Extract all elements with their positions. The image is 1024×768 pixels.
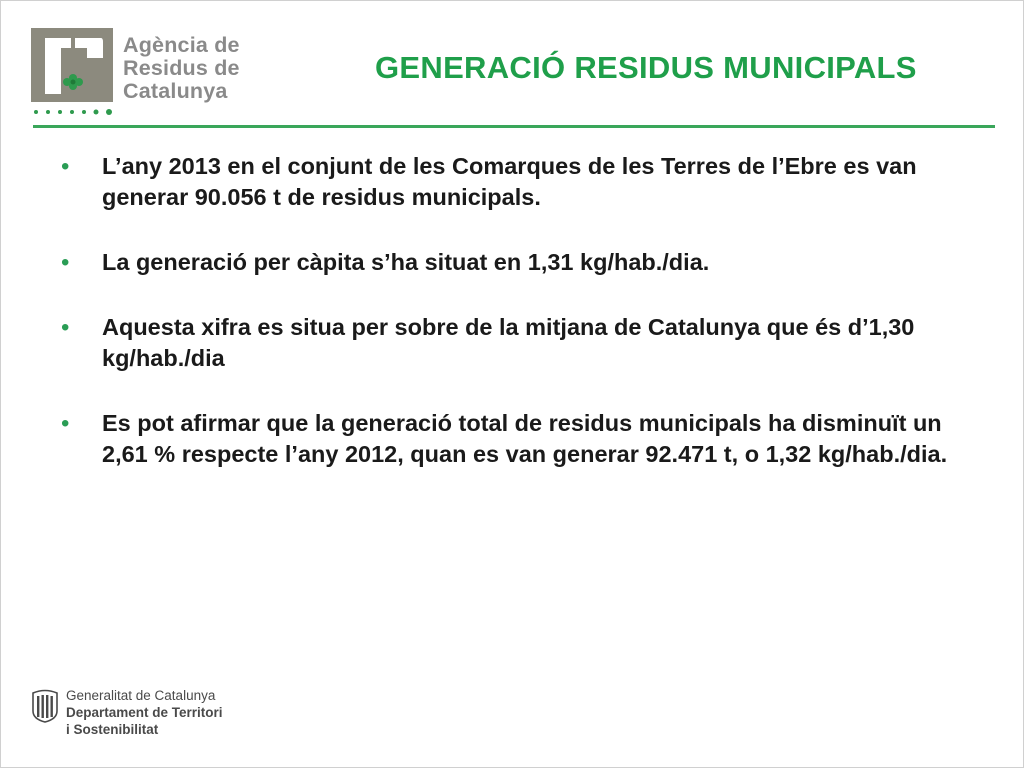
footer-logo: [31, 687, 271, 741]
footer-line3: i Sostenibilitat: [66, 722, 159, 737]
footer-text: [66, 687, 223, 738]
bullet-marker: •: [61, 314, 70, 341]
list-item: [57, 312, 967, 374]
agency-name-line1: Agència de: [123, 33, 240, 57]
bullet-marker: •: [61, 410, 70, 437]
agency-name-line2: Residus de: [123, 56, 240, 80]
footer-line2: Departament de Territori: [66, 705, 223, 720]
bullet-list: [57, 151, 967, 504]
list-item: [57, 247, 967, 278]
list-item: [57, 408, 967, 470]
list-item-text: L’any 2013 en el conjunt de les Comarques de les Terres de l’Ebre es van generar 90.056 t de residus municipals.: [102, 153, 917, 210]
list-item-text: Es pot afirmar que la generació total de residus municipals ha disminuït un 2,61 % respecte l’any 2012, quan es van generar 92.471 t, o 1,32 kg/hab./dia.: [102, 410, 948, 467]
agency-name-line3: Catalunya: [123, 79, 228, 103]
footer-line1: Generalitat de Catalunya: [66, 688, 216, 703]
list-item: [57, 151, 967, 213]
title-divider: [33, 125, 995, 128]
agency-name: [123, 34, 240, 103]
list-item-text: La generació per càpita s’ha situat en 1,31 kg/hab./dia.: [102, 249, 710, 275]
generalitat-logo-icon: [31, 689, 59, 723]
bullet-marker: •: [61, 153, 70, 180]
page-title: GENERACIÓ RESIDUS MUNICIPALS: [375, 50, 917, 85]
bullet-marker: •: [61, 249, 70, 276]
arc-logo-icon: [31, 28, 113, 102]
logo-dots-decoration: [33, 107, 123, 117]
agency-logo: [31, 28, 271, 118]
list-item-text: Aquesta xifra es situa per sobre de la mitjana de Catalunya que és d’1,30 kg/hab./dia: [102, 314, 915, 371]
